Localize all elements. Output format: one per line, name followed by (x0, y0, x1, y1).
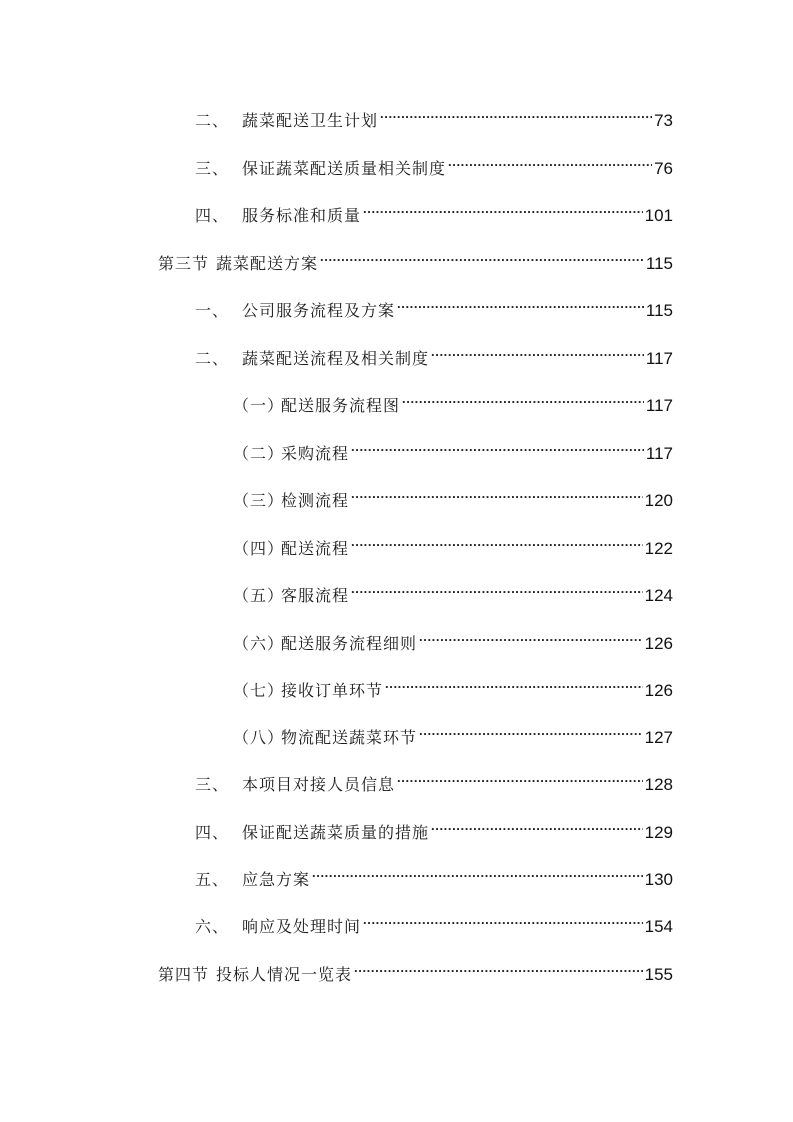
dot-leader (351, 478, 643, 506)
toc-entry-number: 四、 (195, 206, 230, 225)
dot-leader (402, 383, 644, 411)
toc-entry-page: 117 (645, 396, 673, 415)
toc-entry-subsection[interactable] (233, 573, 673, 605)
toc-entry-title: 蔬菜配送卫生计划 (242, 111, 379, 130)
toc-entry-number: （一） (233, 396, 285, 415)
dot-leader (363, 193, 643, 221)
toc-entry-subsection[interactable] (233, 621, 673, 653)
toc-entry-title: 应急方案 (242, 870, 311, 889)
dot-leader (397, 762, 643, 790)
toc-entry-title: 配送服务流程图 (281, 396, 401, 415)
toc-entry[interactable] (195, 98, 673, 130)
toc-entry-title: 保证蔬菜配送质量相关制度 (242, 158, 447, 178)
toc-entry-page: 130 (644, 870, 673, 889)
toc-entry-page: 115 (645, 253, 673, 273)
toc-entry-page: 154 (644, 917, 673, 936)
toc-entry[interactable] (195, 904, 673, 936)
dot-leader (351, 526, 643, 554)
toc-entry-number: （四） (233, 538, 285, 558)
toc-entry-number: 一、 (195, 301, 230, 320)
toc-entry-number: 六、 (195, 917, 230, 936)
toc-entry-page: 126 (644, 681, 673, 700)
toc-entry[interactable] (195, 146, 673, 178)
toc-entry-title: 蔬菜配送流程及相关制度 (242, 348, 430, 368)
toc-entry-page: 122 (644, 538, 673, 558)
toc-entry-subsection[interactable] (233, 668, 673, 700)
toc-entry-page: 129 (644, 822, 673, 842)
toc-entry-page: 73 (654, 111, 673, 130)
toc-entry-title: 接收订单环节 (281, 681, 384, 700)
dot-leader (419, 715, 643, 743)
toc-entry-page: 101 (644, 206, 673, 225)
toc-entry-page: 128 (644, 775, 673, 794)
toc-entry-title: 物流配送蔬菜环节 (281, 728, 418, 747)
toc-entry-page: 127 (644, 728, 673, 747)
toc-entry[interactable] (195, 193, 673, 225)
toc-entry-subsection[interactable] (233, 478, 673, 510)
toc-entry-page: 155 (644, 965, 673, 984)
toc-entry-page: 124 (644, 586, 673, 605)
toc-entry-title: 配送服务流程细则 (281, 633, 418, 653)
toc-entry-title: 本项目对接人员信息 (242, 775, 396, 794)
toc-entry-title: 采购流程 (281, 443, 350, 463)
toc-entry[interactable] (195, 857, 673, 889)
toc-entry-title: 检测流程 (281, 491, 350, 510)
toc-entry[interactable] (195, 762, 673, 794)
toc-entry-subsection[interactable] (233, 526, 673, 558)
dot-leader (419, 621, 643, 649)
dot-leader (351, 431, 644, 459)
toc-entry[interactable] (195, 336, 673, 368)
toc-entry-page: 117 (645, 348, 673, 368)
dot-leader (363, 904, 643, 932)
toc-entry-title: 投标人情况一览表 (216, 965, 353, 984)
toc-entry-title: 蔬菜配送方案 (216, 253, 319, 273)
toc-entry[interactable] (195, 288, 673, 320)
toc-entry-number: （八） (233, 728, 285, 747)
toc-entry-section[interactable] (158, 952, 673, 984)
toc-entry-number: （三） (233, 491, 285, 510)
toc-entry-title: 响应及处理时间 (242, 917, 362, 936)
toc-entry-number: 第三节 (158, 253, 210, 273)
dot-leader (320, 241, 644, 269)
toc-entry-number: 三、 (195, 158, 230, 178)
dot-leader (431, 810, 643, 838)
toc-entry-title: 服务标准和质量 (242, 206, 362, 225)
dot-leader (380, 98, 652, 126)
toc-entry-number: （七） (233, 681, 285, 700)
dot-leader (431, 336, 644, 364)
toc-entry-title: 保证配送蔬菜质量的措施 (242, 822, 430, 842)
toc-entry-number: （六） (233, 633, 285, 653)
toc-entry-section[interactable] (158, 241, 673, 273)
toc-entry-number: （二） (233, 443, 285, 463)
toc-entry-title: 公司服务流程及方案 (242, 301, 396, 320)
toc-entry-number: （五） (233, 586, 285, 605)
toc-entry-subsection[interactable] (233, 431, 673, 463)
toc-entry-number: 三、 (195, 775, 230, 794)
toc-entry-number: 第四节 (158, 965, 210, 984)
toc-entry-page: 115 (645, 301, 673, 320)
dot-leader (354, 952, 643, 980)
dot-leader (312, 857, 643, 885)
toc-entry-title: 配送流程 (281, 538, 350, 558)
toc-entry-number: 二、 (195, 111, 230, 130)
dot-leader (351, 573, 643, 601)
toc-entry-number: 二、 (195, 348, 230, 368)
dot-leader (397, 288, 644, 316)
toc-entry-number: 四、 (195, 822, 230, 842)
toc-entry-page: 120 (644, 491, 673, 510)
toc-entry-title: 客服流程 (281, 586, 350, 605)
toc-entry-page: 76 (654, 158, 673, 178)
toc-entry[interactable] (195, 810, 673, 842)
toc-entry-subsection[interactable] (233, 383, 673, 415)
dot-leader (448, 146, 652, 174)
toc-entry-page: 117 (645, 443, 673, 463)
dot-leader (385, 668, 643, 696)
toc-entry-page: 126 (644, 633, 673, 653)
toc-entry-subsection[interactable] (233, 715, 673, 747)
toc-entry-number: 五、 (195, 870, 230, 889)
